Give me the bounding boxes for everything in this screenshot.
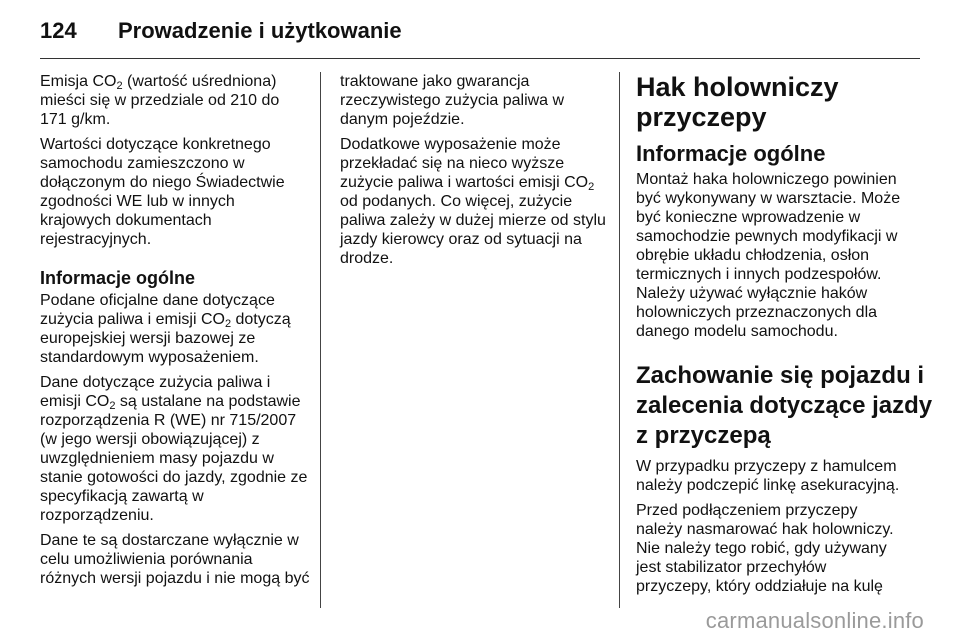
- text-line: [40, 392, 310, 411]
- text-run: dotyczą: [231, 311, 291, 328]
- running-title: Prowadzenie i użytkowanie: [118, 18, 402, 43]
- header-rule: [40, 58, 920, 59]
- text-run: Emisja CO: [40, 73, 117, 90]
- text-line: jazdy kierowcy oraz od sytuacji na: [340, 231, 582, 248]
- heading-line: Zachowanie się pojazdu i: [636, 362, 925, 389]
- section-heading-general-info: Informacje ogólne: [40, 268, 196, 288]
- text-line: rzeczywistego zużycia paliwa w: [340, 92, 565, 109]
- title-line: Hak holowniczy: [636, 72, 839, 102]
- text-line: rejestracyjnych.: [40, 231, 152, 248]
- text-line: [340, 173, 610, 192]
- text-line: obrębie układu chłodzenia, osłon: [636, 247, 870, 264]
- text-line: Dane dotyczące zużycia paliwa i: [40, 374, 271, 391]
- text-line: Przed podłączeniem przyczepy: [636, 502, 858, 519]
- text-line: danym pojeździe.: [340, 111, 465, 128]
- text-line: danego modelu samochodu.: [636, 323, 838, 340]
- text-line: dołączonym do niego Świadectwie: [40, 174, 285, 191]
- text-line: Należy używać wyłącznie haków: [636, 285, 868, 302]
- text-line: zgodności WE lub w innych: [40, 193, 235, 210]
- text-line: 171 g/km.: [40, 111, 111, 128]
- text-line: Dodatkowe wyposażenie może: [340, 136, 561, 153]
- page-header: [40, 18, 402, 48]
- section-heading-driving-with-trailer: [636, 361, 933, 451]
- text-line: krajowych dokumentach: [40, 212, 212, 229]
- text-line: Dane te są dostarczane wyłącznie w: [40, 532, 299, 549]
- column-1: [40, 72, 310, 594]
- paragraph-official-data: [40, 291, 310, 367]
- text-line: być konieczne wprowadzenie w: [636, 209, 861, 226]
- text-run: zużycia paliwa i emisji CO: [40, 311, 225, 328]
- watermark: carmanualsonline.info: [705, 608, 924, 633]
- text-line: przekładać się na nieco wyższe: [340, 155, 565, 172]
- paragraph-guarantee: [340, 72, 610, 129]
- text-line: europejskiej wersji bazowej ze: [40, 330, 256, 347]
- text-line: [40, 72, 310, 91]
- text-line: paliwa zależy w dużej mierze od stylu: [340, 212, 606, 229]
- subscript: 2: [224, 318, 232, 330]
- paragraph-safety-cable: [636, 457, 926, 495]
- section-heading-general-info: Informacje ogólne: [636, 141, 826, 166]
- subscript: 2: [109, 400, 116, 412]
- text-line: samochodu zamieszczono w: [40, 155, 245, 172]
- text-run: (wartość uśredniona): [122, 73, 277, 90]
- text-line: (w jego wersji obowiązującej) z: [40, 431, 260, 448]
- paragraph-comparison: [40, 531, 310, 588]
- text-run: są ustalane na podstawie: [115, 393, 301, 410]
- text-line: traktowane jako gwarancja: [340, 73, 530, 90]
- column-separator-1: [320, 72, 321, 608]
- text-run: zużycie paliwa i wartości emisji CO: [340, 174, 589, 191]
- chapter-title: [636, 72, 926, 132]
- text-line: przyczepy, który oddziałuje na kulę: [636, 578, 883, 595]
- text-line: standardowym wyposażeniem.: [40, 349, 259, 366]
- text-line: różnych wersji pojazdu i nie mogą być: [40, 570, 310, 587]
- paragraph-towbar-installation: [636, 170, 926, 341]
- text-line: mieści się w przedziale od 210 do: [40, 92, 280, 109]
- text-line: uwzględnieniem masy pojazdu w: [40, 450, 274, 467]
- text-line: należy nasmarować hak holowniczy.: [636, 521, 894, 538]
- text-line: stanie gotowości do jazdy, zgodnie ze: [40, 469, 308, 486]
- text-line: holowniczych przeznaczonych dla: [636, 304, 878, 321]
- subscript: 2: [116, 80, 123, 92]
- title-line: przyczepy: [636, 102, 767, 132]
- subscript: 2: [588, 181, 595, 193]
- paragraph-regulation: [40, 373, 310, 525]
- text-line: być wykonywany w warsztacie. Może: [636, 190, 901, 207]
- text-line: rozporządzenia R (WE) nr 715/2007: [40, 412, 297, 429]
- text-line: Montaż haka holowniczego powinien: [636, 171, 897, 188]
- heading-line: z przyczepą: [636, 422, 771, 449]
- text-run: emisji CO: [40, 393, 110, 410]
- paragraph-values: [40, 135, 310, 249]
- text-line: jest stabilizator przechyłów: [636, 559, 827, 576]
- page-number: 124: [40, 18, 77, 43]
- text-line: należy podczepić linkę asekuracyjną.: [636, 477, 900, 494]
- heading-line: zalecenia dotyczące jazdy: [636, 392, 933, 419]
- column-2: [340, 72, 610, 274]
- paragraph-emission: [40, 72, 310, 129]
- text-line: Podane oficjalne dane dotyczące: [40, 292, 275, 309]
- column-3: [636, 72, 933, 602]
- text-line: Wartości dotyczące konkretnego: [40, 136, 271, 153]
- paragraph-additional-equipment: [340, 135, 610, 268]
- text-line: [40, 310, 310, 329]
- text-line: rozporządzeniu.: [40, 507, 154, 524]
- text-line: specyfikacją zawartą w: [40, 488, 204, 505]
- column-separator-2: [619, 72, 620, 608]
- text-line: drodze.: [340, 250, 394, 267]
- paragraph-lubrication: [636, 501, 926, 596]
- text-line: termicznych i innych podzespołów.: [636, 266, 882, 283]
- text-line: W przypadku przyczepy z hamulcem: [636, 458, 897, 475]
- text-line: od podanych. Co więcej, zużycie: [340, 193, 573, 210]
- text-line: Nie należy tego robić, gdy używany: [636, 540, 887, 557]
- text-line: celu umożliwienia porównania: [40, 551, 253, 568]
- text-line: samochodzie pewnych modyfikacji w: [636, 228, 898, 245]
